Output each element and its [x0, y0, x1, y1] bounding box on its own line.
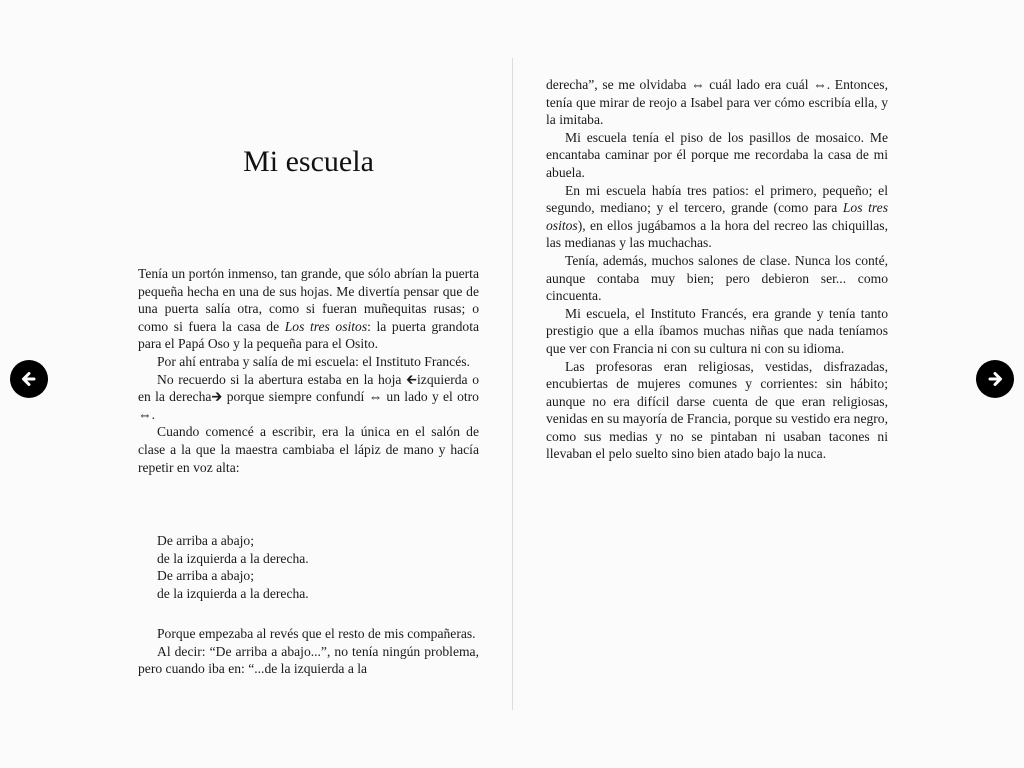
arrow-right-glyph-icon: 🡲: [211, 389, 223, 405]
arrow-right-icon: [985, 369, 1005, 389]
paragraph: Por ahí entraba y salía de mi escuela: el Instituto Francés.: [157, 353, 470, 369]
verse-line: De arriba a abajo;: [157, 568, 254, 584]
verse-line: de la izquierda a la derecha.: [157, 585, 309, 601]
left-page-text: [138, 265, 479, 476]
next-page-button[interactable]: [976, 360, 1014, 398]
paragraph: Cuando comencé a escribir, era la única en el salón de clase a la que la maestra cambiaba el lápiz de mano y hacía repetir en voz alta:: [138, 424, 479, 475]
verse-block: [157, 532, 457, 602]
book-title-emphasis: Los tres ositos: [284, 318, 368, 334]
right-page-text: [546, 76, 888, 463]
left-page: [138, 0, 479, 768]
paragraph: En mi escuela había tres patios: el primero, pequeño; el segundo, mediano; y el tercero, grande (como para Los tres ositos), en ellos jugábamos a la hora del recreo las chiquillas, las medianas y las muchachas.: [546, 182, 888, 251]
right-page: [546, 0, 888, 768]
paragraph: Al decir: “De arriba a abajo...”, no tenía ningún problema, pero cuando iba en: “...de la izquierda a la: [138, 643, 479, 677]
paragraph: Mi escuela, el Instituto Francés, era grande y tenía tanto prestigio que a ella íbamos muchas niñas que nada teníamos que ver con Francia ni con su cultura ni con su idioma.: [546, 305, 888, 356]
page-divider: [512, 58, 513, 710]
previous-page-button[interactable]: [10, 360, 48, 398]
arrow-left-icon: [19, 369, 39, 389]
paragraph: No recuerdo si la abertura estaba en la hoja 🡰izquierda o en la derecha🡲 porque siempre confundí ⇔ un lado y el otro ⇔.: [138, 371, 479, 422]
verse-line: de la izquierda a la derecha.: [157, 550, 309, 566]
verse-line: De arriba a abajo;: [157, 533, 254, 548]
chapter-title: Mi escuela: [243, 145, 374, 178]
book-title-emphasis: Los tres ositos: [546, 200, 888, 233]
paragraph: Tenía un portón inmenso, tan grande, que sólo abrían la puerta pequeña hecha en una de sus hojas. Me divertía pensar que de una puerta salía otra, como si fueran muñequitas rusas; o como si fuera la casa de Los tres ositos: la puerta grandota para el Papá Oso y la pequeña para el Osito.: [138, 266, 480, 352]
arrow-left-glyph-icon: 🡰: [406, 371, 418, 387]
left-page-text-continued: [138, 625, 479, 678]
paragraph: Porque empezaba al revés que el resto de mis compañeras.: [157, 626, 476, 641]
paragraph: Las profesoras eran religiosas, vestidas, disfrazadas, encubiertas de mujeres comunes y corrientes: sin hábito; aunque no era difícil darse cuenta de que eran religiosas, venidas en su mayoría de Francia, porque su vestido era negro, como sus medias y no se pintaban ni usaban tacones ni llevaban el pelo suelto sino bien atado bajo la nuca.: [546, 358, 889, 462]
paragraph: Mi escuela tenía el piso de los pasillos de mosaico. Me encantaba caminar por él porque me recordaba la casa de mi abuela.: [546, 129, 888, 180]
paragraph: Tenía, además, muchos salones de clase. Nunca los conté, aunque contaba muy bien; pero debieron ser... como cincuenta.: [546, 252, 888, 304]
paragraph: derecha”, se me olvidaba ⇔ cuál lado era cuál ⇔. Entonces, tenía que mirar de reojo a Isabel para ver cómo escribía ella, y la imitaba.: [546, 77, 888, 128]
